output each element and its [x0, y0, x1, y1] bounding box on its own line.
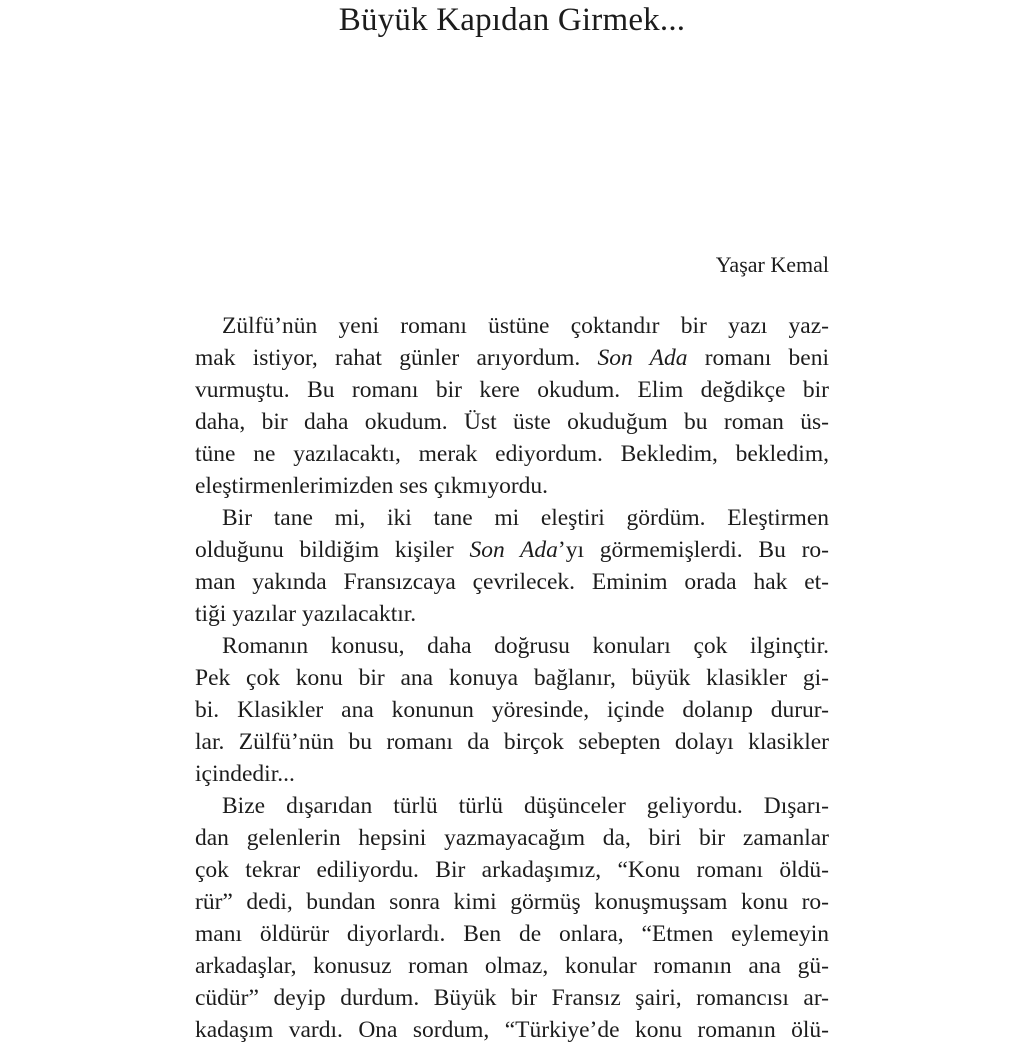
text-line: cüdür” deyip durdum. Büyük bir Fransız şairi, romancısı ar-	[195, 985, 829, 1011]
text-segment: olduğunu bildiğim kişiler	[195, 537, 470, 563]
text-line: lar. Zülfü’nün bu romanı da birçok sebepten dolayı klasikler	[195, 729, 829, 755]
text-segment: romanı beni	[687, 345, 830, 371]
text-line: kadaşım vardı. Ona sordum, “Türkiye’de konu romanın ölü-	[195, 1017, 829, 1043]
text-line: Zülfü’nün yeni romanı üstüne çoktandır bir yazı yaz-	[222, 313, 829, 339]
text-line: dan gelenlerin hepsini yazmayacağım da, biri bir zamanlar	[195, 825, 829, 851]
text-line: bi. Klasikler ana konunun yöresinde, içinde dolanıp durur-	[195, 697, 829, 723]
body-text	[195, 310, 829, 1046]
text-segment: mak istiyor, rahat günler arıyordum.	[195, 345, 598, 371]
text-line: tüne ne yazılacaktı, merak ediyordum. Bekledim, bekledim,	[195, 441, 829, 467]
author-name: Yaşar Kemal	[715, 252, 829, 277]
chapter-title: Büyük Kapıdan Girmek...	[338, 2, 686, 38]
text-line: çok tekrar ediliyordu. Bir arkadaşımız, “Konu romanı öldü-	[195, 857, 829, 883]
text-line: Bize dışarıdan türlü türlü düşünceler geliyordu. Dışarı-	[222, 793, 829, 819]
text-line: vurmuştu. Bu romanı bir kere okudum. Elim değdikçe bir	[195, 377, 829, 403]
book-title-italic: Son Ada	[597, 345, 688, 371]
text-line: Bir tane mi, iki tane mi eleştiri gördüm. Eleştirmen	[222, 505, 829, 531]
text-line: tiği yazılar yazılacaktır.	[195, 601, 417, 627]
text-line	[195, 342, 829, 374]
text-line: Pek çok konu bir ana konuya bağlanır, büyük klasikler gi-	[195, 665, 829, 691]
text-line: arkadaşlar, konusuz roman olmaz, konular romanın ana gü-	[195, 953, 829, 979]
book-title-italic: Son Ada	[469, 537, 558, 563]
text-segment: ’yı görmemişlerdi. Bu ro-	[557, 537, 829, 563]
text-line: Romanın konusu, daha doğrusu konuları çok ilginçtir.	[222, 633, 829, 659]
text-line: eleştirmenlerimizden ses çıkmıyordu.	[195, 473, 549, 499]
text-line: man yakında Fransızcaya çevrilecek. Eminim orada hak et-	[195, 569, 829, 595]
text-line: içindedir...	[195, 761, 295, 787]
text-line: rür” dedi, bundan sonra kimi görmüş konuşmuşsam konu ro-	[195, 889, 829, 915]
text-line: manı öldürür diyorlardı. Ben de onlara, “Etmen eylemeyin	[195, 921, 829, 947]
text-line: daha, bir daha okudum. Üst üste okuduğum bu roman üs-	[195, 409, 829, 435]
text-line	[195, 534, 829, 566]
